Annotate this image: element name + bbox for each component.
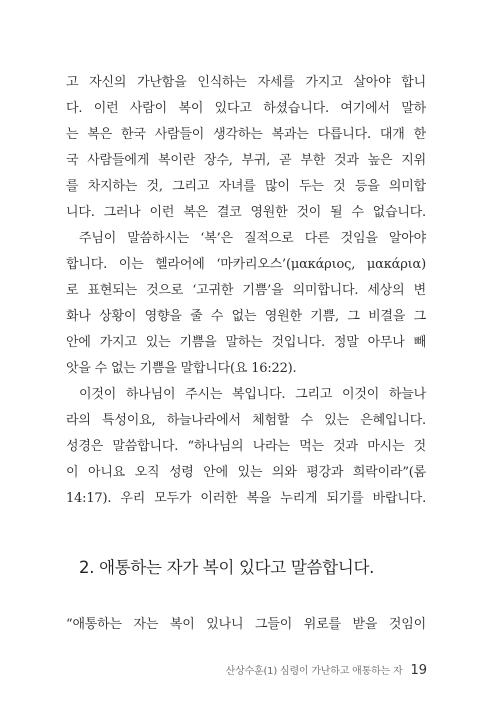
text-line: 안에 가지고 있는 기쁨을 말하는 것입니다. 정말 아무나 빼 [66, 335, 426, 350]
page-footer [222, 662, 427, 678]
text-line: 14:17). 우리 모두가 이러한 복을 누리게 되기를 바랍니다. [66, 491, 426, 506]
text-line: 주님이 말씀하시는 ‘복’은 질적으로 다른 것임을 알아야 [79, 231, 426, 246]
text-line: 는 복은 한국 사람들이 생각하는 복과는 다릅니다. 대개 한 [66, 127, 426, 142]
text-line: 합니다. 이는 헬라어에 ‘마카리오스’(μακάριος, μακάρια) [66, 257, 426, 272]
text-line: 라의 특성이요, 하늘나라에서 체험할 수 있는 은혜입니다. [66, 413, 426, 428]
section-heading: 2. 애통하는 자가 복이 있다고 말씀합니다. [79, 558, 375, 577]
running-title: 산상수훈(1) 심령이 가난하고 애통하는 자 [225, 666, 403, 677]
text-line: 다. 이런 사람이 복이 있다고 하셨습니다. 여기에서 말하 [66, 101, 426, 116]
text-line: “애통하는 자는 복이 있나니 그들이 위로를 받을 것임이 [66, 617, 426, 632]
text-line: 고 자신의 가난함을 인식하는 자세를 가지고 살아야 합니 [66, 75, 426, 90]
text-line: 로 표현되는 것으로 ‘고귀한 기쁨’을 의미합니다. 세상의 변 [66, 283, 426, 298]
text-line: 화나 상황이 영향을 줄 수 없는 영원한 기쁨, 그 비결을 그 [66, 309, 426, 324]
text-line: 국 사람들에게 복이란 장수, 부귀, 곧 부한 것과 높은 지위 [66, 153, 426, 168]
text-line: 이 아니요 오직 성령 안에 있는 의와 평강과 희락이라”(롬 [66, 465, 426, 480]
body-text [66, 70, 426, 512]
body-text-continued [66, 612, 426, 638]
text-line: 니다. 그러나 이런 복은 결코 영원한 것이 될 수 없습니다. [66, 205, 426, 220]
text-line: 앗을 수 없는 기쁨을 말합니다(요 16:22). [66, 361, 297, 376]
text-line: 성경은 말씀합니다. “하나님의 나라는 먹는 것과 마시는 것 [66, 439, 426, 454]
page-number: 19 [410, 663, 427, 678]
text-line: 이것이 하나님이 주시는 복입니다. 그리고 이것이 하늘나 [79, 387, 426, 402]
text-line: 를 차지하는 것, 그리고 자녀를 많이 두는 것 등을 의미합 [66, 179, 426, 194]
